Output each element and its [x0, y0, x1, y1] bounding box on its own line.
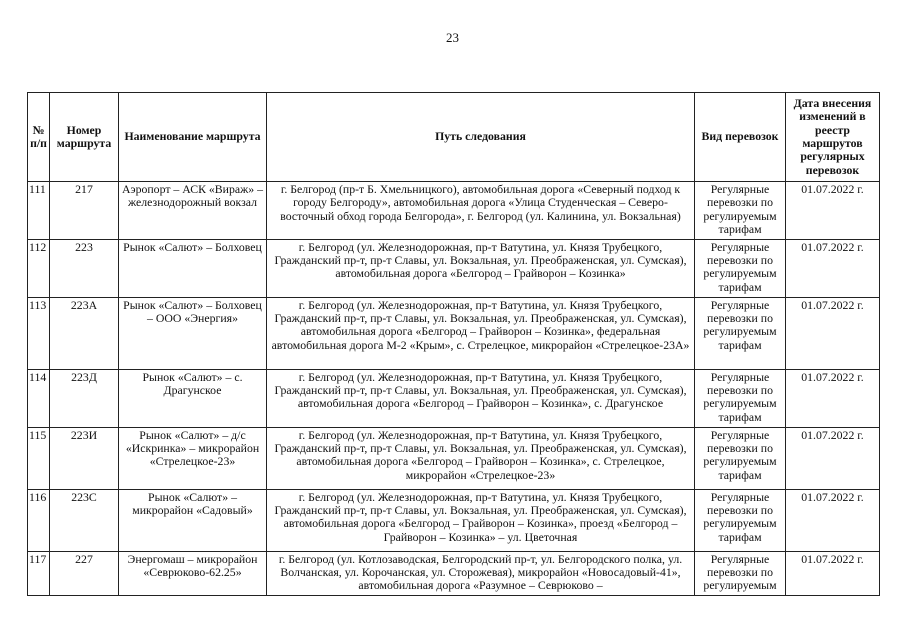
- row-route-number: 223И: [50, 427, 119, 489]
- header-route-name: Наименование маршрута: [119, 93, 267, 182]
- routes-table: [27, 92, 880, 596]
- table-row: [28, 369, 880, 427]
- row-route-path: г. Белгород (пр-т Б. Хмельницкого), автомобильная дорога «Северный подход к городу Белгороду», автомобильная дорога «Улица Студенческая – Северо-восточный обход города Белгорода», г. Белгород (ул. Калинина, ул. Вокзальная): [267, 182, 695, 240]
- table-row: [28, 239, 880, 297]
- row-num: 114: [28, 369, 50, 427]
- row-route-path: г. Белгород (ул. Железнодорожная, пр-т Ватутина, ул. Князя Трубецкого, Гражданский пр-т, пр-т Славы, ул. Вокзальная, ул. Преображенская, ул. Сумская), автомобильная дорога «Белгород – Грайворон – Козинка»: [267, 239, 695, 297]
- table-row: [28, 489, 880, 551]
- row-transport-type: Регулярные перевозки по регулируемым тарифам: [695, 182, 786, 240]
- row-change-date: 01.07.2022 г.: [786, 489, 880, 551]
- header-route-path: Путь следования: [267, 93, 695, 182]
- table-header-row: [28, 93, 880, 182]
- table-row: [28, 297, 880, 369]
- header-change-date: Дата внесения изменений в реестр маршрутов регулярных перевозок: [786, 93, 880, 182]
- page-number: 23: [446, 30, 459, 45]
- table-row: [28, 551, 880, 595]
- row-route-path: г. Белгород (ул. Железнодорожная, пр-т Ватутина, ул. Князя Трубецкого, Гражданский пр-т, пр-т Славы, ул. Вокзальная, ул. Преображенская, ул. Сумская), автомобильная дорога «Белгород – Грайворон – Козинка», с. Стрелецкое, микрорайон «Стрелецкое-23»: [267, 427, 695, 489]
- row-change-date: 01.07.2022 г.: [786, 182, 880, 240]
- header-transport-type: Вид перевозок: [695, 93, 786, 182]
- row-transport-type: Регулярные перевозки по регулируемым тарифам: [695, 427, 786, 489]
- row-num: 117: [28, 551, 50, 595]
- row-num: 115: [28, 427, 50, 489]
- row-route-name: Рынок «Салют» – Болховец – ООО «Энергия»: [119, 297, 267, 369]
- row-num: 112: [28, 239, 50, 297]
- row-route-number: 227: [50, 551, 119, 595]
- row-change-date: 01.07.2022 г.: [786, 427, 880, 489]
- table-row: [28, 427, 880, 489]
- row-route-name: Аэропорт – АСК «Вираж» – железнодорожный вокзал: [119, 182, 267, 240]
- row-transport-type: Регулярные перевозки по регулируемым тарифам: [695, 369, 786, 427]
- row-change-date: 01.07.2022 г.: [786, 369, 880, 427]
- row-route-name: Рынок «Салют» – микрорайон «Садовый»: [119, 489, 267, 551]
- row-route-name: Рынок «Салют» – д/с «Искринка» – микрорайон «Стрелецкое-23»: [119, 427, 267, 489]
- row-change-date: 01.07.2022 г.: [786, 551, 880, 595]
- row-route-number: 223Д: [50, 369, 119, 427]
- row-transport-type: Регулярные перевозки по регулируемым: [695, 551, 786, 595]
- row-transport-type: Регулярные перевозки по регулируемым тарифам: [695, 489, 786, 551]
- row-route-path: г. Белгород (ул. Железнодорожная, пр-т Ватутина, ул. Князя Трубецкого, Гражданский пр-т, пр-т Славы, ул. Вокзальная, ул. Преображенская, ул. Сумская), автомобильная дорога «Белгород – Грайворон – Козинка», с. Драгунское: [267, 369, 695, 427]
- row-change-date: 01.07.2022 г.: [786, 297, 880, 369]
- row-route-name: Рынок «Салют» – Болховец: [119, 239, 267, 297]
- row-route-number: 223А: [50, 297, 119, 369]
- row-transport-type: Регулярные перевозки по регулируемым тарифам: [695, 239, 786, 297]
- row-route-name: Энергомаш – микрорайон «Севрюково-62.25»: [119, 551, 267, 595]
- row-route-number: 223: [50, 239, 119, 297]
- row-num: 113: [28, 297, 50, 369]
- row-route-path: г. Белгород (ул. Железнодорожная, пр-т Ватутина, ул. Князя Трубецкого, Гражданский пр-т, пр-т Славы, ул. Вокзальная, ул. Преображенская, ул. Сумская), автомобильная дорога «Белгород – Грайворон – Козинка», проезд «Белгород – Грайворон – Козинка» – ул. Цветочная: [267, 489, 695, 551]
- row-transport-type: Регулярные перевозки по регулируемым тарифам: [695, 297, 786, 369]
- row-route-number: 223С: [50, 489, 119, 551]
- header-route-number: Номер маршрута: [50, 93, 119, 182]
- row-route-number: 217: [50, 182, 119, 240]
- row-num: 116: [28, 489, 50, 551]
- row-num: 111: [28, 182, 50, 240]
- row-route-name: Рынок «Салют» – с. Драгунское: [119, 369, 267, 427]
- row-route-path: г. Белгород (ул. Котлозаводская, Белгородский пр-т, ул. Белгородского полка, ул. Волчанская, ул. Корочанская, ул. Сторожевая), микрорайон «Новосадовый-41», автомобильная дорога «Разумное – Севрюково –: [267, 551, 695, 595]
- header-num: № п/п: [28, 93, 50, 182]
- row-change-date: 01.07.2022 г.: [786, 239, 880, 297]
- row-route-path: г. Белгород (ул. Железнодорожная, пр-т Ватутина, ул. Князя Трубецкого, Гражданский пр-т, пр-т Славы, ул. Вокзальная, ул. Преображенская, ул. Сумская), автомобильная дорога «Белгород – Грайворон – Козинка», федеральная автомобильная дорога М-2 «Крым», с. Стрелецкое, микрорайон «Стрелецкое-23А»: [267, 297, 695, 369]
- table-row: [28, 182, 880, 240]
